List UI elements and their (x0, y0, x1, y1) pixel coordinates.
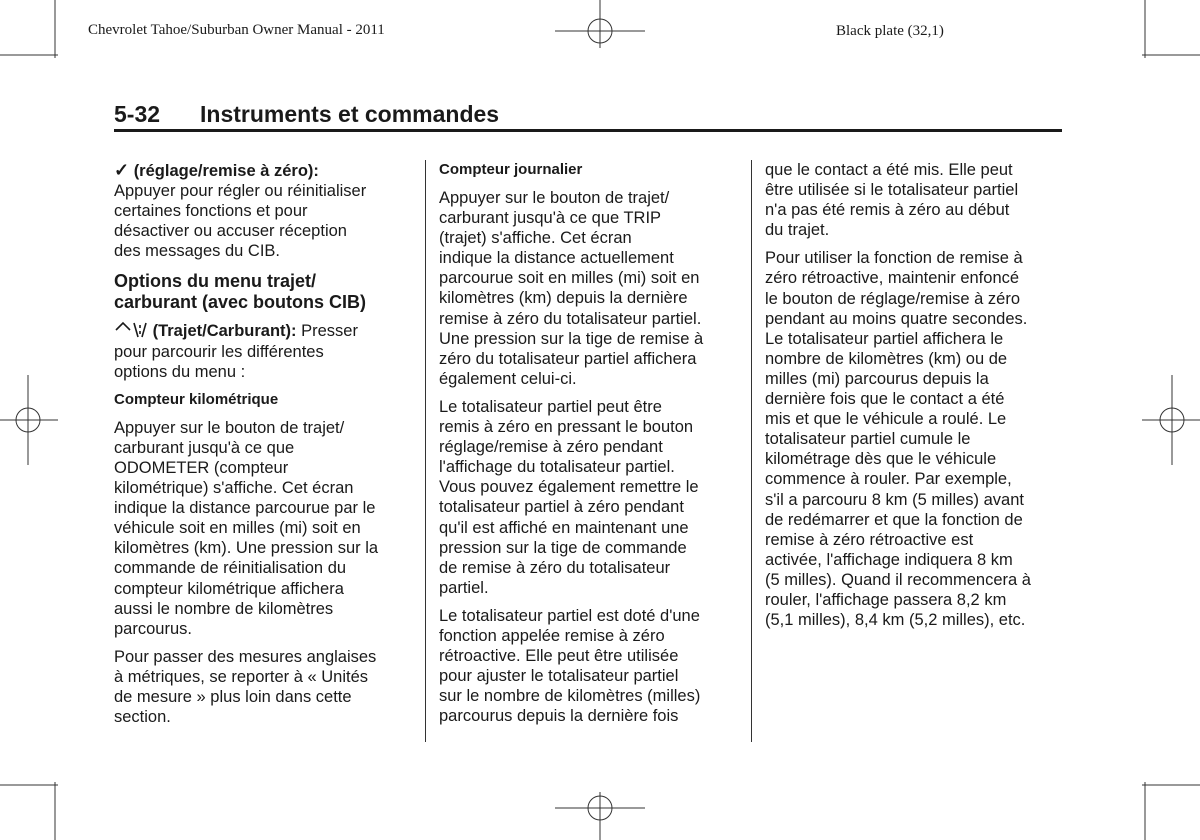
column-2 (439, 160, 739, 734)
trip-fuel-text-2: pour parcourir les différentes options du menu : (114, 342, 324, 381)
odometer-heading: Compteur kilométrique (114, 390, 279, 408)
odometer-text: Appuyer sur le bouton de trajet/ carburant jusqu'à ce que ODOMETER (compteur kilométrique) s'affiche. Cet écran indique la distance parcourue par le véhicule soit en milles (mi) soit en kilomètres (km). Une pression sur la commande de réinitialisation du compteur kilométrique affichera aussi le nombre de kilomètres parcourus. (114, 418, 379, 638)
trip-fuel-label: (Trajet/Carburant): (152, 322, 297, 341)
retro-reset-paragraph-1: que le contact a été mis. Elle peut être utilisée si le totalisateur partiel n'a pas été remis à zéro au début du trajet. (765, 161, 1019, 240)
trip-fuel-text-1: Presser (301, 322, 358, 341)
running-header-plate: Black plate (32,1) (836, 23, 944, 39)
page-heading (114, 101, 1062, 132)
trip-odometer-paragraph-1: Appuyer sur le bouton de trajet/ carburant jusqu'à ce que TRIP (trajet) s'affiche. Cet écran indique la distance actuellement parcourue soit en milles (mi) soit en kilomètres (km) depuis la dernière remise à zéro du totalisateur partiel. Une pression sur la tige de remise à zéro du totalisateur partiel affichera également celui-ci. (439, 189, 704, 388)
options-heading: Options du menu trajet/ carburant (avec boutons CIB) (114, 271, 367, 313)
set-reset-entry (114, 160, 414, 261)
running-header-title: Chevrolet Tahoe/Suburban Owner Manual - 2011 (88, 22, 385, 38)
trip-fuel-entry (114, 321, 414, 381)
units-text: Pour passer des mesures anglaises à métriques, se reporter à « Unités de mesure » plus loin dans cette section. (114, 647, 377, 727)
retro-reset-paragraph-2: Pour utiliser la fonction de remise à zéro rétroactive, maintenir enfoncé le bouton de réglage/remise à zéro pendant au moins quatre secondes. Le totalisateur partiel affichera le nombre de kilomètres (km) ou de milles (mi) parcourus depuis la dernière fois que le contact a été mis et que le véhicule a roulé. Le totalisateur partiel cumule le kilométrage dès que le véhicule commence à rouler. Par exemple, s'il a parcouru 8 km (5 milles) avant de redémarrer et que la fonction de remise à zéro rétroactive est activée, l'affichage indiquera 8 km (5 milles). Quand il recommencera à rouler, l'affichage passera 8,2 km (5,1 milles), 8,4 km (5,2 milles), etc. (765, 249, 1031, 630)
trip-odometer-heading: Compteur journalier (439, 161, 583, 178)
column-1 (114, 160, 414, 735)
trip-fuel-icon (114, 321, 148, 339)
checkmark-icon: ✓ (114, 160, 130, 180)
column-divider (751, 160, 752, 742)
trip-odometer-paragraph-2: Le totalisateur partiel peut être remis à zéro en pressant le bouton réglage/remise à zéro pendant l'affichage du totalisateur partiel. Vous pouvez également remettre le totalisateur partiel à zéro pendant qu'il est affiché en maintenant une pression sur la tige de commande de remise à zéro du totalisateur partiel. (439, 397, 699, 597)
section-title: Instruments et commandes (200, 101, 500, 127)
trip-odometer-paragraph-3: Le totalisateur partiel est doté d'une fonction appelée remise à zéro rétroactive. Elle peut être utilisée pour ajuster le totalisateur partiel sur le nombre de kilomètres (milles) parcourus depuis la dernière fois (439, 606, 701, 726)
page-number: 5-32 (114, 101, 161, 127)
column-3 (765, 160, 1065, 638)
column-divider (425, 160, 426, 742)
set-reset-text: Appuyer pour régler ou réinitialiser certaines fonctions et pour désactiver ou accuser réception des messages du CIB. (114, 182, 367, 261)
set-reset-label: (réglage/remise à zéro): (133, 162, 319, 180)
